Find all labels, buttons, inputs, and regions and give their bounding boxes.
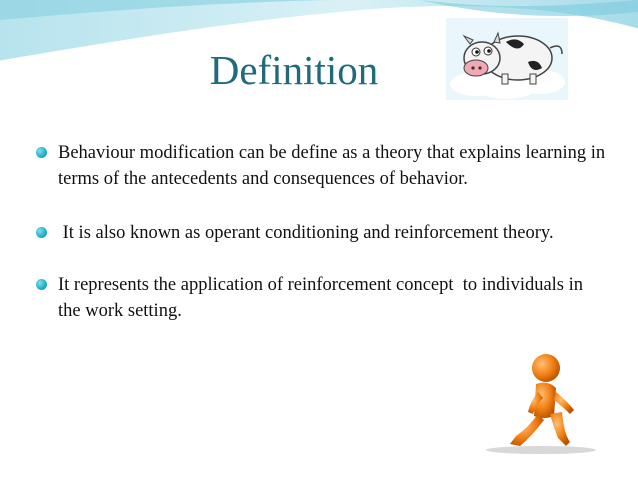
flying-cow-icon — [446, 18, 568, 100]
slide-title: Definition — [209, 47, 379, 93]
bullet-dot-icon — [36, 279, 47, 290]
bullet-item — [36, 220, 606, 246]
bullet-text: It is also known as operant conditioning and reinforcement theory. — [58, 223, 554, 243]
walking-figure-icon — [466, 350, 606, 456]
bullet-text: It represents the application of reinforcement concept to individuals in the work setting. — [58, 275, 588, 321]
bullet-text: Behaviour modification can be define as a theory that explains learning in terms of the antecedents and consequences of behavior. — [58, 143, 606, 189]
bullet-item — [36, 272, 606, 324]
bullet-item — [36, 140, 606, 192]
bullet-list — [36, 140, 606, 324]
bullet-dot-icon — [36, 147, 47, 158]
bullet-dot-icon — [36, 227, 47, 238]
